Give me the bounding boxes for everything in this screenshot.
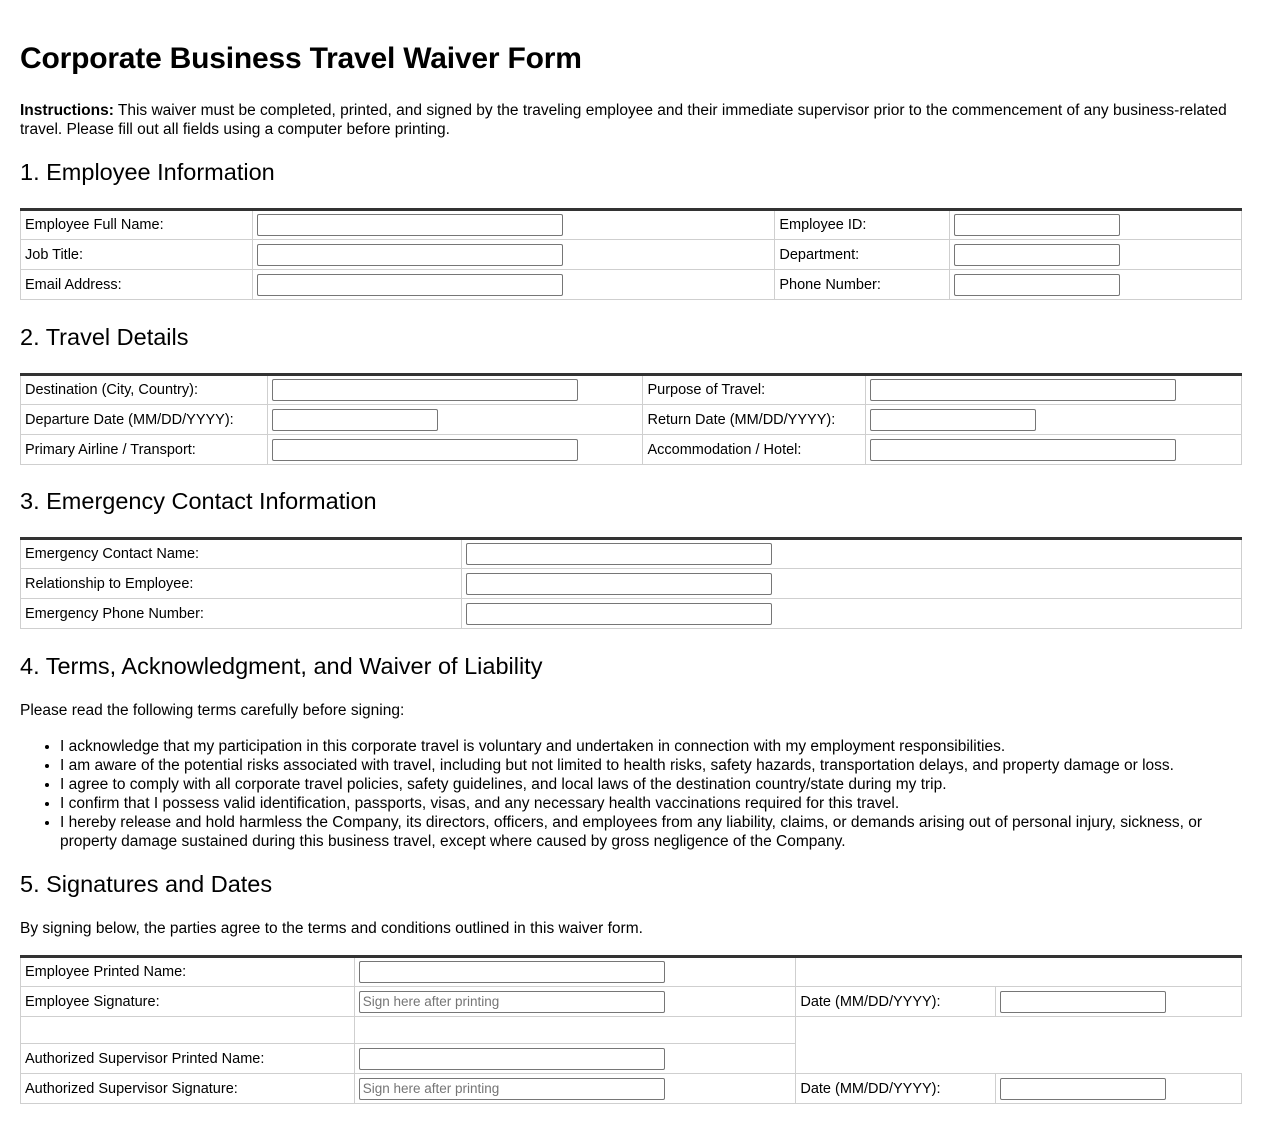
employee-full-name-label: Employee Full Name: bbox=[21, 210, 253, 240]
terms-list bbox=[20, 737, 1242, 851]
employee-date-field[interactable] bbox=[1000, 991, 1166, 1013]
phone-number-field[interactable] bbox=[954, 274, 1120, 296]
supervisor-printed-name-field[interactable] bbox=[359, 1048, 665, 1070]
table-row bbox=[21, 569, 1242, 599]
employee-printed-name-field[interactable] bbox=[359, 961, 665, 983]
table-row bbox=[21, 375, 1242, 405]
destination-label: Destination (City, Country): bbox=[21, 375, 268, 405]
employee-information-table bbox=[20, 208, 1242, 300]
employee-id-label: Employee ID: bbox=[775, 210, 950, 240]
accommodation-label: Accommodation / Hotel: bbox=[643, 435, 866, 465]
employee-printed-name-label: Employee Printed Name: bbox=[21, 957, 355, 987]
section-heading-signatures: 5. Signatures and Dates bbox=[20, 871, 273, 897]
destination-field[interactable] bbox=[272, 379, 578, 401]
return-date-label: Return Date (MM/DD/YYYY): bbox=[643, 405, 866, 435]
departure-date-label: Departure Date (MM/DD/YYYY): bbox=[21, 405, 268, 435]
table-row bbox=[21, 435, 1242, 465]
employee-full-name-field[interactable] bbox=[257, 214, 563, 236]
table-row bbox=[21, 210, 1242, 240]
list-item: • I hereby release and hold harmless the Company, its directors, officers, and employees from any liability, claims, or demands arising out of personal injury, sickness, or property damage sustained during this business travel, except where caused by gross negligence of the Company. bbox=[60, 813, 1242, 851]
terms-lead: Please read the following terms carefully before signing: bbox=[20, 702, 405, 719]
table-row bbox=[21, 987, 1242, 1017]
emergency-phone-field[interactable] bbox=[466, 603, 772, 625]
accommodation-field[interactable] bbox=[870, 439, 1176, 461]
section-heading-employee-information: 1. Employee Information bbox=[20, 159, 275, 185]
travel-details-table bbox=[20, 373, 1242, 465]
email-address-field[interactable] bbox=[257, 274, 563, 296]
instructions-text: This waiver must be completed, printed, and signed by the traveling employee and their immediate supervisor prior to the commencement of any business-related travel. Please fill out all fields using a computer before printing. bbox=[20, 102, 1227, 138]
supervisor-date-label: Date (MM/DD/YYYY): bbox=[796, 1074, 996, 1104]
signatures-table bbox=[20, 955, 1242, 1104]
table-row bbox=[21, 240, 1242, 270]
employee-id-field[interactable] bbox=[954, 214, 1120, 236]
primary-airline-label: Primary Airline / Transport: bbox=[21, 435, 268, 465]
supervisor-date-field[interactable] bbox=[1000, 1078, 1166, 1100]
employee-signature-field[interactable]: Sign here after printing bbox=[359, 991, 665, 1013]
table-row bbox=[21, 405, 1242, 435]
section-heading-emergency-contact: 3. Emergency Contact Information bbox=[20, 488, 377, 514]
table-row bbox=[21, 1044, 1242, 1074]
section-heading-travel-details: 2. Travel Details bbox=[20, 324, 189, 350]
emergency-contact-name-field[interactable] bbox=[466, 543, 772, 565]
employee-date-label: Date (MM/DD/YYYY): bbox=[796, 987, 996, 1017]
employee-signature-label: Employee Signature: bbox=[21, 987, 355, 1017]
table-row bbox=[21, 599, 1242, 629]
page-title: Corporate Business Travel Waiver Form bbox=[20, 42, 582, 75]
return-date-field[interactable] bbox=[870, 409, 1036, 431]
list-item: • I confirm that I possess valid identification, passports, visas, and any necessary health vaccinations required for this travel. bbox=[60, 794, 1242, 813]
table-row bbox=[21, 270, 1242, 300]
supervisor-signature-label: Authorized Supervisor Signature: bbox=[21, 1074, 355, 1104]
department-field[interactable] bbox=[954, 244, 1120, 266]
email-address-label: Email Address: bbox=[21, 270, 253, 300]
emergency-contact-table bbox=[20, 537, 1242, 629]
emergency-phone-label: Emergency Phone Number: bbox=[21, 599, 462, 629]
supervisor-printed-name-label: Authorized Supervisor Printed Name: bbox=[21, 1044, 355, 1074]
emergency-contact-name-label: Emergency Contact Name: bbox=[21, 539, 462, 569]
instructions bbox=[20, 101, 1242, 139]
table-row bbox=[21, 1017, 1242, 1044]
instructions-label: Instructions: bbox=[20, 102, 114, 119]
supervisor-signature-field[interactable]: Sign here after printing bbox=[359, 1078, 665, 1100]
primary-airline-field[interactable] bbox=[272, 439, 578, 461]
table-row bbox=[21, 1074, 1242, 1104]
signatures-lead: By signing below, the parties agree to the terms and conditions outlined in this waiver form. bbox=[20, 920, 643, 937]
table-row bbox=[21, 957, 1242, 987]
list-item: • I am aware of the potential risks associated with travel, including but not limited to health risks, safety hazards, transportation delays, and property damage or loss. bbox=[60, 756, 1242, 775]
section-heading-terms: 4. Terms, Acknowledgment, and Waiver of Liability bbox=[20, 653, 543, 679]
departure-date-field[interactable] bbox=[272, 409, 438, 431]
list-item: • I acknowledge that my participation in this corporate travel is voluntary and undertaken in connection with my employment responsibilities. bbox=[60, 737, 1242, 756]
relationship-field[interactable] bbox=[466, 573, 772, 595]
relationship-label: Relationship to Employee: bbox=[21, 569, 462, 599]
job-title-label: Job Title: bbox=[21, 240, 253, 270]
phone-number-label: Phone Number: bbox=[775, 270, 950, 300]
job-title-field[interactable] bbox=[257, 244, 563, 266]
table-row bbox=[21, 539, 1242, 569]
department-label: Department: bbox=[775, 240, 950, 270]
list-item: • I agree to comply with all corporate travel policies, safety guidelines, and local laws of the destination country/state during my trip. bbox=[60, 775, 1242, 794]
purpose-of-travel-field[interactable] bbox=[870, 379, 1176, 401]
purpose-of-travel-label: Purpose of Travel: bbox=[643, 375, 866, 405]
